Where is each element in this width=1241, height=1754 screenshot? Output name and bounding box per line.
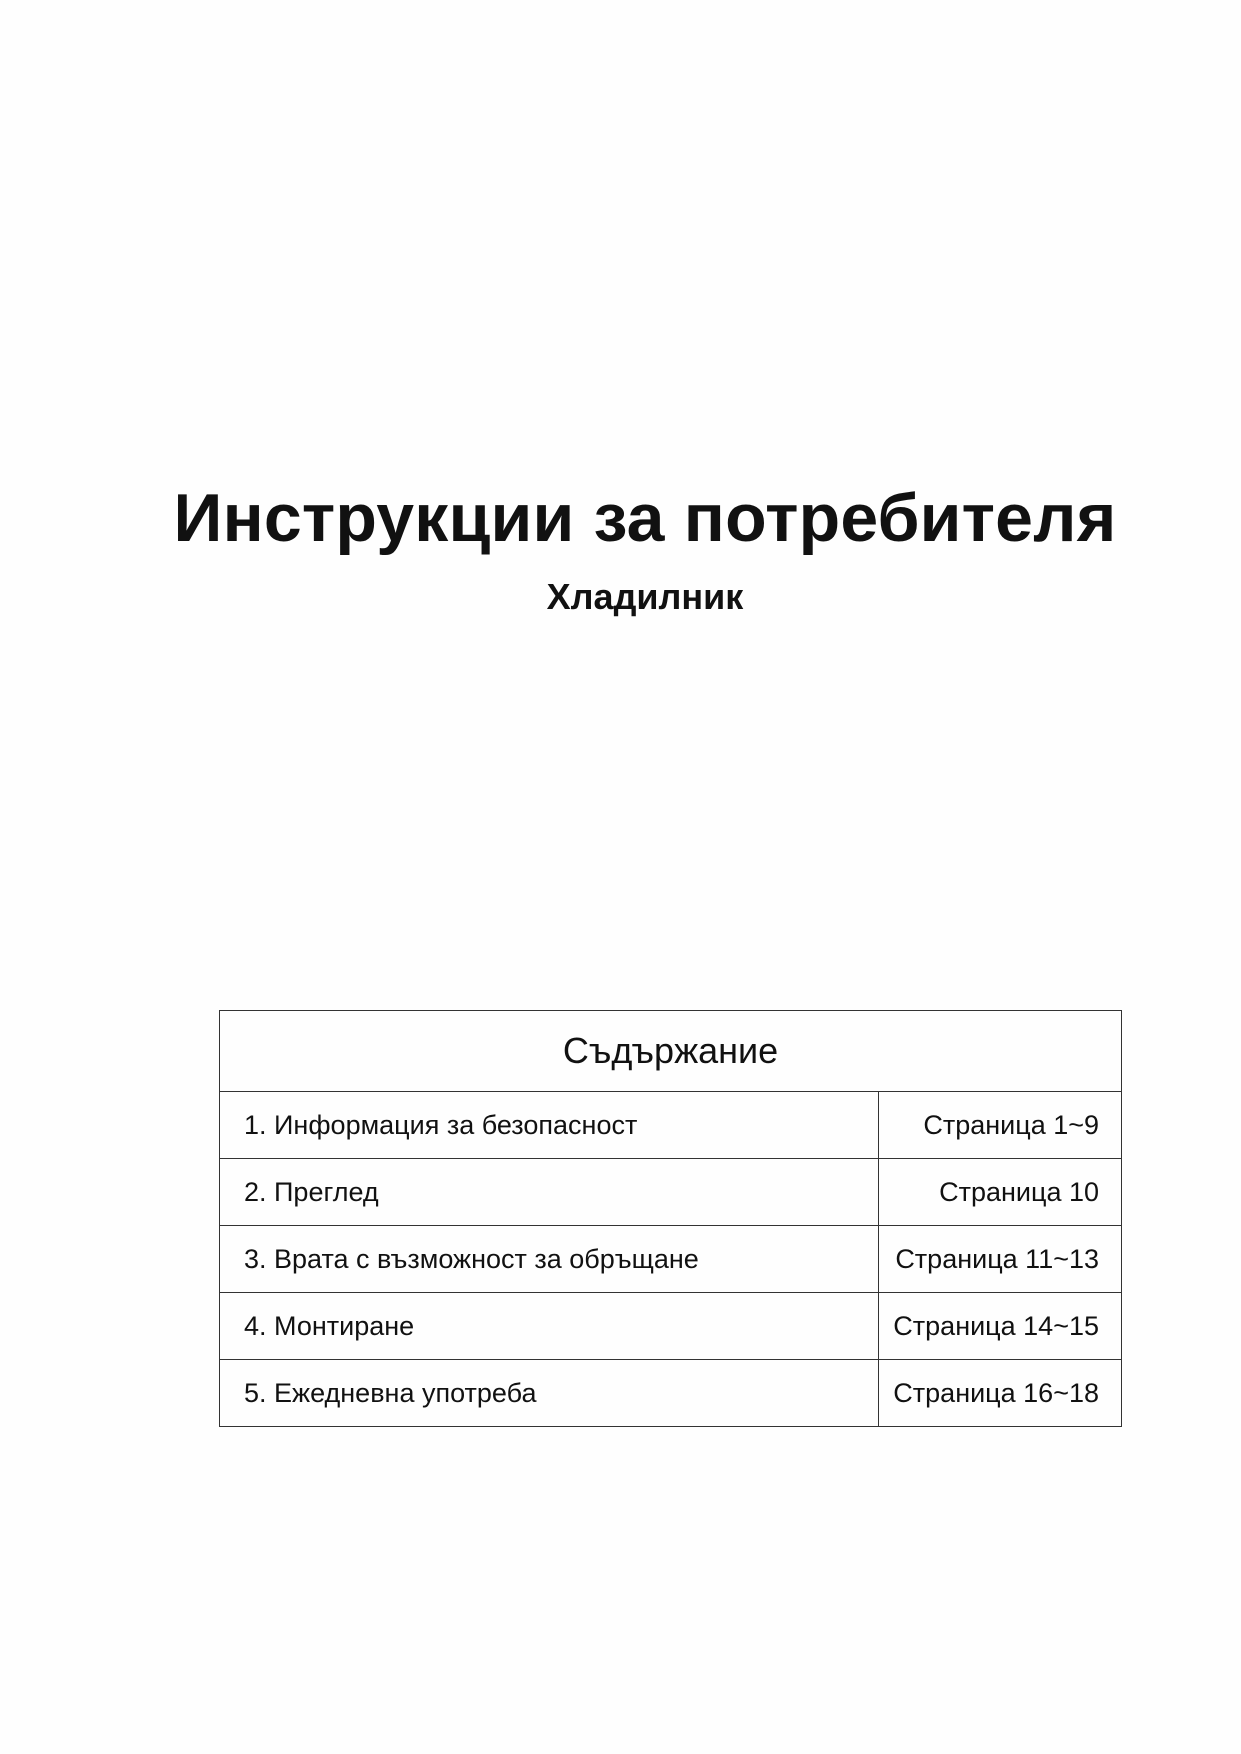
toc-item-label: 5. Ежедневна употреба [220, 1360, 879, 1427]
table-row [220, 1293, 1122, 1360]
toc-heading: Съдържание [220, 1011, 1122, 1092]
table-row [220, 1360, 1122, 1427]
table-row [220, 1092, 1122, 1159]
document-subtitle: Хладилник [546, 576, 744, 617]
table-of-contents [219, 1010, 1122, 1427]
toc-item-pages: Страница 14~15 [879, 1293, 1122, 1360]
toc-item-label: 3. Врата с възможност за обръщане [220, 1226, 879, 1293]
document-title: Инструкции за потребителя [173, 480, 1117, 556]
toc-item-pages: Страница 10 [879, 1159, 1122, 1226]
toc-item-pages: Страница 16~18 [879, 1360, 1122, 1427]
toc-item-pages: Страница 11~13 [879, 1226, 1122, 1293]
table-row [220, 1226, 1122, 1293]
toc-item-label: 1. Информация за безопасност [220, 1092, 879, 1159]
toc-item-label: 4. Монтиране [220, 1293, 879, 1360]
toc-item-pages: Страница 1~9 [879, 1092, 1122, 1159]
table-row [220, 1159, 1122, 1226]
toc-header-row [220, 1011, 1122, 1092]
toc-item-label: 2. Преглед [220, 1159, 879, 1226]
